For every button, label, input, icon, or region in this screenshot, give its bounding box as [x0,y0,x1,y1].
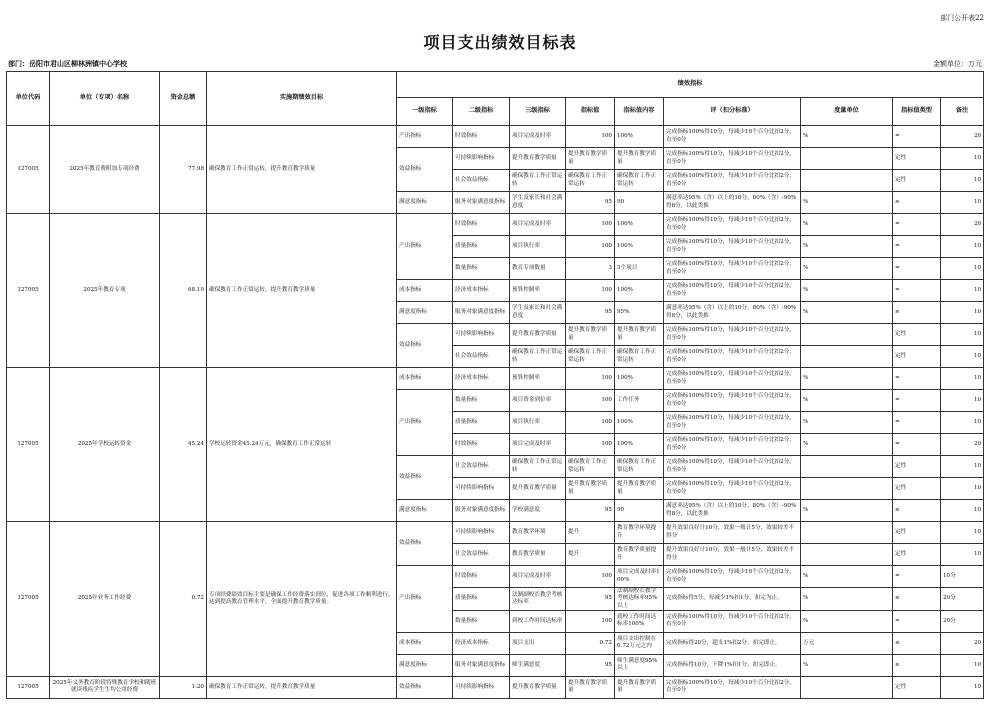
measure-unit-cell: % [801,258,893,280]
remark-cell: 20 [941,434,984,456]
value-cell: 提升 [566,544,615,566]
lvl1-cell: 成本指标 [397,280,453,302]
col-value-type: 指标值类型 [893,98,941,126]
lvl2-cell: 可持续影响指标 [453,148,510,170]
value-content-cell: 95% [615,302,664,324]
lvl1-cell: 产出指标 [397,214,453,280]
score-standard-cell: 满意率达95%（含）以上的10分，80%（含）-90%得8分，以此类推 [664,500,801,522]
measure-unit-cell: % [801,192,893,214]
score-standard-cell: 提升效果良好计10分，效果一般计5分，效果较差不得分 [664,544,801,566]
col-unit-name: 单位（专项）名称 [50,72,160,126]
value-type-cell: ≥ [893,302,941,324]
score-standard-cell: 完成指标100%得10分，每减少10个百分比扣2分，直至0分 [664,412,801,434]
measure-unit-cell [801,544,893,566]
unit-name-cell: 2025年学校运转资金 [50,368,160,522]
lvl3-cell: 提升教育教学质量 [510,148,566,170]
lvl3-cell: 提升教育教学质量 [510,478,566,500]
value-cell: 100 [566,214,615,236]
lvl2-cell: 数量指标 [453,610,510,632]
measure-unit-cell [801,324,893,346]
measure-unit-cell: % [801,500,893,522]
remark-cell: 10 [941,412,984,434]
remark-cell: 20分 [941,610,984,632]
lvl2-cell: 可持续影响指标 [453,478,510,500]
col-perf-indicators: 绩效指标 [397,72,984,98]
lvl1-cell: 效益指标 [397,522,453,566]
value-content-cell: 90 [615,192,664,214]
lvl1-cell: 满意度指标 [397,500,453,522]
lvl2-cell: 社会效益指标 [453,346,510,368]
lvl2-cell: 社会效益指标 [453,544,510,566]
value-content-cell: 提升教育教学质量 [615,478,664,500]
score-standard-cell: 完成指标100%得10分，每减少10个百分比扣2分，直至0分 [664,236,801,258]
value-content-cell: 项目完成及时率100% [615,566,664,588]
value-content-cell: 确保教育工作正常运转 [615,456,664,478]
measure-unit-cell: % [801,236,893,258]
lvl3-cell: 项目完成及时率 [510,214,566,236]
lvl3-cell: 教育教学环境 [510,522,566,544]
remark-cell: 10 [941,302,984,324]
measure-unit-cell: % [801,214,893,236]
value-content-cell: 3个项目 [615,258,664,280]
remark-cell: 10 [941,456,984,478]
fund-total-cell: 77.98 [160,126,207,214]
table-body [7,126,984,699]
unit-name-cell: 2025年业务工作经费 [50,522,160,677]
value-type-cell: = [893,566,941,588]
score-standard-cell: 完成指标100%得10分，每减少10个百分比扣2分，直至0分 [664,478,801,500]
value-content-cell: 100% [615,412,664,434]
lvl2-cell: 服务对象满意度指标 [453,192,510,214]
value-cell: 确保教育工作正常运转 [566,456,615,478]
value-cell: 提升教育教学质量 [566,676,615,698]
lvl2-cell: 时效指标 [453,566,510,588]
col-lvl1: 一级指标 [397,98,453,126]
score-standard-cell: 完成指标100%得10分，每减少10个百分比扣2分，直至0分 [664,676,801,698]
lvl2-cell: 时效指标 [453,214,510,236]
lvl1-cell: 产出指标 [397,566,453,633]
lvl3-cell: 法制副校长教学考核达标率 [510,588,566,611]
remark-cell: 20 [941,632,984,654]
score-standard-cell: 完成指标100%得10分，每减少10个百分比扣2分，直至0分 [664,126,801,148]
value-cell: 0.72 [566,632,615,654]
measure-unit-cell [801,456,893,478]
fund-total-cell: 68.10 [160,214,207,368]
fund-total-cell: 0.72 [160,522,207,677]
lvl3-cell: 预算控制率 [510,280,566,302]
measure-unit-cell: % [801,610,893,632]
col-lvl3: 三级指标 [510,98,566,126]
value-cell: 100 [566,412,615,434]
value-type-cell: ≤ [893,632,941,654]
value-type-cell: 定性 [893,346,941,368]
measure-unit-cell [801,676,893,698]
lvl3-cell: 项目执行率 [510,236,566,258]
value-type-cell: = [893,390,941,412]
score-standard-cell: 完成指标100%得10分，每减少10个百分比扣2分，直至0分 [664,148,801,170]
value-content-cell: 提升教育教学质量 [615,148,664,170]
lvl2-cell: 质量指标 [453,588,510,611]
lvl2-cell: 经济成本指标 [453,632,510,654]
col-remark: 备注 [941,98,984,126]
measure-unit-cell: % [801,434,893,456]
value-cell: 100 [566,126,615,148]
measure-unit-cell: % [801,588,893,611]
score-standard-cell: 完成指标得5分，每减少1%扣1分，扣完为止。 [664,588,801,611]
value-cell: 100 [566,390,615,412]
lvl3-cell: 项目支出 [510,632,566,654]
value-type-cell: 定性 [893,324,941,346]
lvl2-cell: 质量指标 [453,236,510,258]
table-row [7,126,984,148]
lvl1-cell: 满意度指标 [397,654,453,676]
value-type-cell: = [893,368,941,390]
value-cell: 95 [566,588,615,611]
department-label: 部门：岳阳市君山区柳林洲镇中心学校 [8,59,127,68]
value-type-cell: 定性 [893,456,941,478]
lvl1-cell: 满意度指标 [397,192,453,214]
score-standard-cell: 满意率达95%（含）以上的10分，80%（含）-90%得8分，以此类推 [664,192,801,214]
measure-unit-cell [801,522,893,544]
value-content-cell: 100% [615,214,664,236]
value-cell: 100 [566,368,615,390]
col-measure-unit: 度量单位 [801,98,893,126]
value-type-cell: = [893,126,941,148]
lvl2-cell: 服务对象满意度指标 [453,302,510,324]
lvl3-cell: 确保教育工作正常运转 [510,346,566,368]
score-standard-cell: 完成指标100%得10分，每减少10个百分比扣2分，直至0分 [664,324,801,346]
goal-cell: 确保教育工作正常运转，提升教育教学质量 [207,676,397,698]
value-cell: 95 [566,500,615,522]
header-row [7,72,984,98]
remark-cell: 10 [941,478,984,500]
value-type-cell: 定性 [893,522,941,544]
score-standard-cell: 完成指标100%得10分，每减少10个百分比扣2分，直至0分 [664,390,801,412]
lvl2-cell: 质量指标 [453,412,510,434]
value-cell: 提升教育教学质量 [566,478,615,500]
score-standard-cell: 完成指标得20分，超支1%扣2分，扣完即止。 [664,632,801,654]
remark-cell: 10 [941,368,984,390]
value-type-cell: ≥ [893,192,941,214]
score-standard-cell: 完成指标100%得10分，每减少10个百分比扣2分，直至0分 [664,214,801,236]
score-standard-cell: 完成指标100%得10分，每减少10个百分比扣2分，直至0分 [664,346,801,368]
lvl1-cell: 产出指标 [397,126,453,148]
lvl2-cell: 社会效益指标 [453,170,510,192]
value-type-cell: = [893,236,941,258]
remark-cell: 10 [941,522,984,544]
value-cell: 提升教育教学质量 [566,148,615,170]
lvl3-cell: 教育专项数量 [510,258,566,280]
lvl3-cell: 项目资金到位率 [510,390,566,412]
measure-unit-cell [801,478,893,500]
value-type-cell: = [893,610,941,632]
lvl2-cell: 经济成本指标 [453,368,510,390]
value-type-cell: ≥ [893,654,941,676]
measure-unit-cell [801,148,893,170]
lvl3-cell: 到校工作时间达标率 [510,610,566,632]
page-title: 项目支出绩效目标表 [423,33,577,52]
value-content-cell: 提升教育教学质量 [615,676,664,698]
value-cell: 95 [566,302,615,324]
lvl2-cell: 数量指标 [453,390,510,412]
table-row [7,214,984,236]
score-standard-cell: 提升效果良好计10分，效果一般计5分，效果较差不得分 [664,522,801,544]
measure-unit-cell: % [801,566,893,588]
value-content-cell: 100% [615,280,664,302]
table-row [7,368,984,390]
remark-cell: 10 [941,280,984,302]
lvl2-cell: 经济成本指标 [453,280,510,302]
value-content-cell: 100% [615,434,664,456]
value-cell: 100 [566,610,615,632]
lvl1-cell: 满意度指标 [397,302,453,324]
measure-unit-cell: 万元 [801,632,893,654]
lvl2-cell: 时效指标 [453,434,510,456]
value-content-cell: 师生满意度95%以上 [615,654,664,676]
lvl1-cell: 效益指标 [397,456,453,500]
fund-total-cell: 1.20 [160,676,207,698]
score-standard-cell: 完成指标100%得10分，每减少10个百分比扣2分，直至0分 [664,610,801,632]
col-value: 指标值 [566,98,615,126]
value-content-cell: 100% [615,126,664,148]
value-content-cell: 确保教育工作正常运转 [615,170,664,192]
value-cell: 确保教育工作正常运转 [566,346,615,368]
score-standard-cell: 完成指标100%得10分，每减少10个百分比扣2分，直至0分 [664,280,801,302]
value-cell: 提升教育教学质量 [566,324,615,346]
lvl3-cell: 项目执行率 [510,412,566,434]
value-cell: 95 [566,192,615,214]
score-standard-cell: 完成指标100%得10分，每减少10个百分比扣2分，直至0分 [664,566,801,588]
remark-cell: 10 [941,258,984,280]
lvl3-cell: 项目完成及时率 [510,434,566,456]
value-cell: 95 [566,654,615,676]
col-value-content: 指标值内容 [615,98,664,126]
unit-name-cell: 2025年义务教育阶段特殊教育学校和随班就读残疾学生生均公用经费 [50,676,160,698]
value-content-cell: 确保教育工作正常运转 [615,346,664,368]
measure-unit-cell: % [801,368,893,390]
col-goal: 实施期绩效目标 [207,72,397,126]
remark-cell: 10 [941,324,984,346]
value-content-cell: 教育教学环境提升 [615,522,664,544]
value-cell: 提升 [566,522,615,544]
value-type-cell: = [893,412,941,434]
measure-unit-cell: % [801,412,893,434]
lvl3-cell: 学生及家长和社会满意度 [510,302,566,324]
value-content-cell: 教育教学质量提升 [615,544,664,566]
table-row [7,522,984,544]
fund-total-cell: 45.24 [160,368,207,522]
lvl2-cell: 数量指标 [453,258,510,280]
value-cell: 3 [566,258,615,280]
value-content-cell: 提升教育教学质量 [615,324,664,346]
remark-cell: 10 [941,676,984,698]
col-lvl2: 二级指标 [453,98,510,126]
unit-name-cell: 2025年教育专项 [50,214,160,368]
remark-cell: 10 [941,192,984,214]
remark-cell: 10 [941,654,984,676]
goal-cell: 专项经费绩效目标主要是确保工作经费落实到位，促进各项工作顺利进行，达到提高教育管理水平，全面提升教育教学质量。 [207,522,397,677]
value-type-cell: = [893,280,941,302]
value-type-cell: 定性 [893,676,941,698]
remark-cell: 10 [941,390,984,412]
value-content-cell: 到校工作时间达标率100% [615,610,664,632]
score-standard-cell: 完成指标100%得10分，每减少10个百分比扣2分，直至0分 [664,170,801,192]
measure-unit-cell: % [801,126,893,148]
unit-code-cell: 127005 [7,368,50,522]
remark-cell: 10 [941,500,984,522]
lvl2-cell: 可持续影响指标 [453,676,510,698]
score-standard-cell: 满意率达95%（含）以上的10分，80%（含）-90%得8分，以此类推 [664,302,801,324]
remark-cell: 10 [941,170,984,192]
score-standard-cell: 完成指标100%得10分，每减少10个百分比扣2分，直至0分 [664,258,801,280]
lvl1-cell: 效益指标 [397,676,453,698]
unit-name-cell: 2025年教育费附加专项经费 [50,126,160,214]
lvl1-cell: 效益指标 [397,148,453,192]
score-standard-cell: 完成指标100%得10分，每减少10个百分比扣2分，直至0分 [664,456,801,478]
value-content-cell: 项目支出控制在0.72万元之内 [615,632,664,654]
lvl1-cell: 产出指标 [397,390,453,456]
col-fund-total: 资金总额 [160,72,207,126]
lvl2-cell: 服务对象满意度指标 [453,500,510,522]
lvl2-cell: 时效指标 [453,126,510,148]
value-cell: 100 [566,566,615,588]
measure-unit-cell [801,346,893,368]
table-row [7,676,984,698]
score-standard-cell: 完成指标得10分，下降1%扣1分，扣完即止。 [664,654,801,676]
measure-unit-cell: % [801,302,893,324]
remark-cell: 10 [941,148,984,170]
lvl1-cell: 成本指标 [397,632,453,654]
value-content-cell: 工作任务 [615,390,664,412]
value-type-cell: ≥ [893,500,941,522]
value-type-cell: = [893,214,941,236]
measure-unit-cell [801,170,893,192]
unit-code-cell: 127005 [7,126,50,214]
remark-cell: 20 [941,126,984,148]
value-content-cell: 100% [615,368,664,390]
value-type-cell: = [893,258,941,280]
lvl3-cell: 学校满意度 [510,500,566,522]
lvl3-cell: 提升教育教学质量 [510,324,566,346]
lvl3-cell: 确保教育工作正常运转 [510,170,566,192]
value-type-cell: ≥ [893,588,941,611]
value-type-cell: 定性 [893,544,941,566]
amount-unit-label: 金额单位：万元 [933,60,982,68]
lvl1-cell: 成本指标 [397,368,453,390]
measure-unit-cell: % [801,654,893,676]
value-cell: 100 [566,434,615,456]
lvl2-cell: 服务对象满意度指标 [453,654,510,676]
lvl3-cell: 教育教学质量 [510,544,566,566]
col-score-standard: 评（扣分标准） [664,98,801,126]
lvl3-cell: 预算控制率 [510,368,566,390]
value-cell: 100 [566,236,615,258]
measure-unit-cell: % [801,280,893,302]
lvl3-cell: 师生满意度 [510,654,566,676]
value-content-cell: 100% [615,236,664,258]
remark-cell: 10 [941,236,984,258]
score-standard-cell: 完成指标100%得10分，每减少10个百分比扣2分，直至0分 [664,434,801,456]
lvl2-cell: 可持续影响指标 [453,522,510,544]
value-type-cell: 定性 [893,148,941,170]
value-cell: 100 [566,280,615,302]
goal-cell: 学校运转资金45.24万元，确保教育工作正常运转 [207,368,397,522]
lvl2-cell: 可持续影响指标 [453,324,510,346]
value-type-cell: = [893,434,941,456]
lvl3-cell: 项目完成及时率 [510,126,566,148]
remark-cell: 10 [941,544,984,566]
lvl3-cell: 项目完成及时率 [510,566,566,588]
value-content-cell: 法制副校长教学考核达标率95%以上 [615,588,664,611]
score-standard-cell: 完成指标100%得10分，每减少10个百分比扣2分，直至0分 [664,368,801,390]
value-content-cell: 90 [615,500,664,522]
value-type-cell: 定性 [893,170,941,192]
value-cell: 确保教育工作正常运转 [566,170,615,192]
lvl1-cell: 效益指标 [397,324,453,368]
value-type-cell: 定性 [893,478,941,500]
remark-cell: 20 [941,214,984,236]
remark-cell: 10 [941,346,984,368]
unit-code-cell: 127005 [7,522,50,677]
lvl3-cell: 提升教育教学质量 [510,676,566,698]
lvl3-cell: 学生及家长和社会满意度 [510,192,566,214]
unit-code-cell: 127005 [7,214,50,368]
remark-cell: 20分 [941,588,984,611]
goal-cell: 确保教育工作正常运转，提升教育教学质量 [207,214,397,368]
lvl3-cell: 确保教育工作正常运转 [510,456,566,478]
page-label: 部门公开表22 [940,14,984,22]
remark-cell: 10分 [941,566,984,588]
unit-code-cell: 127005 [7,676,50,698]
col-unit-code: 单位代码 [7,72,50,126]
measure-unit-cell: % [801,390,893,412]
performance-goal-table [6,71,984,699]
goal-cell: 确保教育工作正常运转，提升教育教学质量 [207,126,397,214]
lvl2-cell: 社会效益指标 [453,456,510,478]
